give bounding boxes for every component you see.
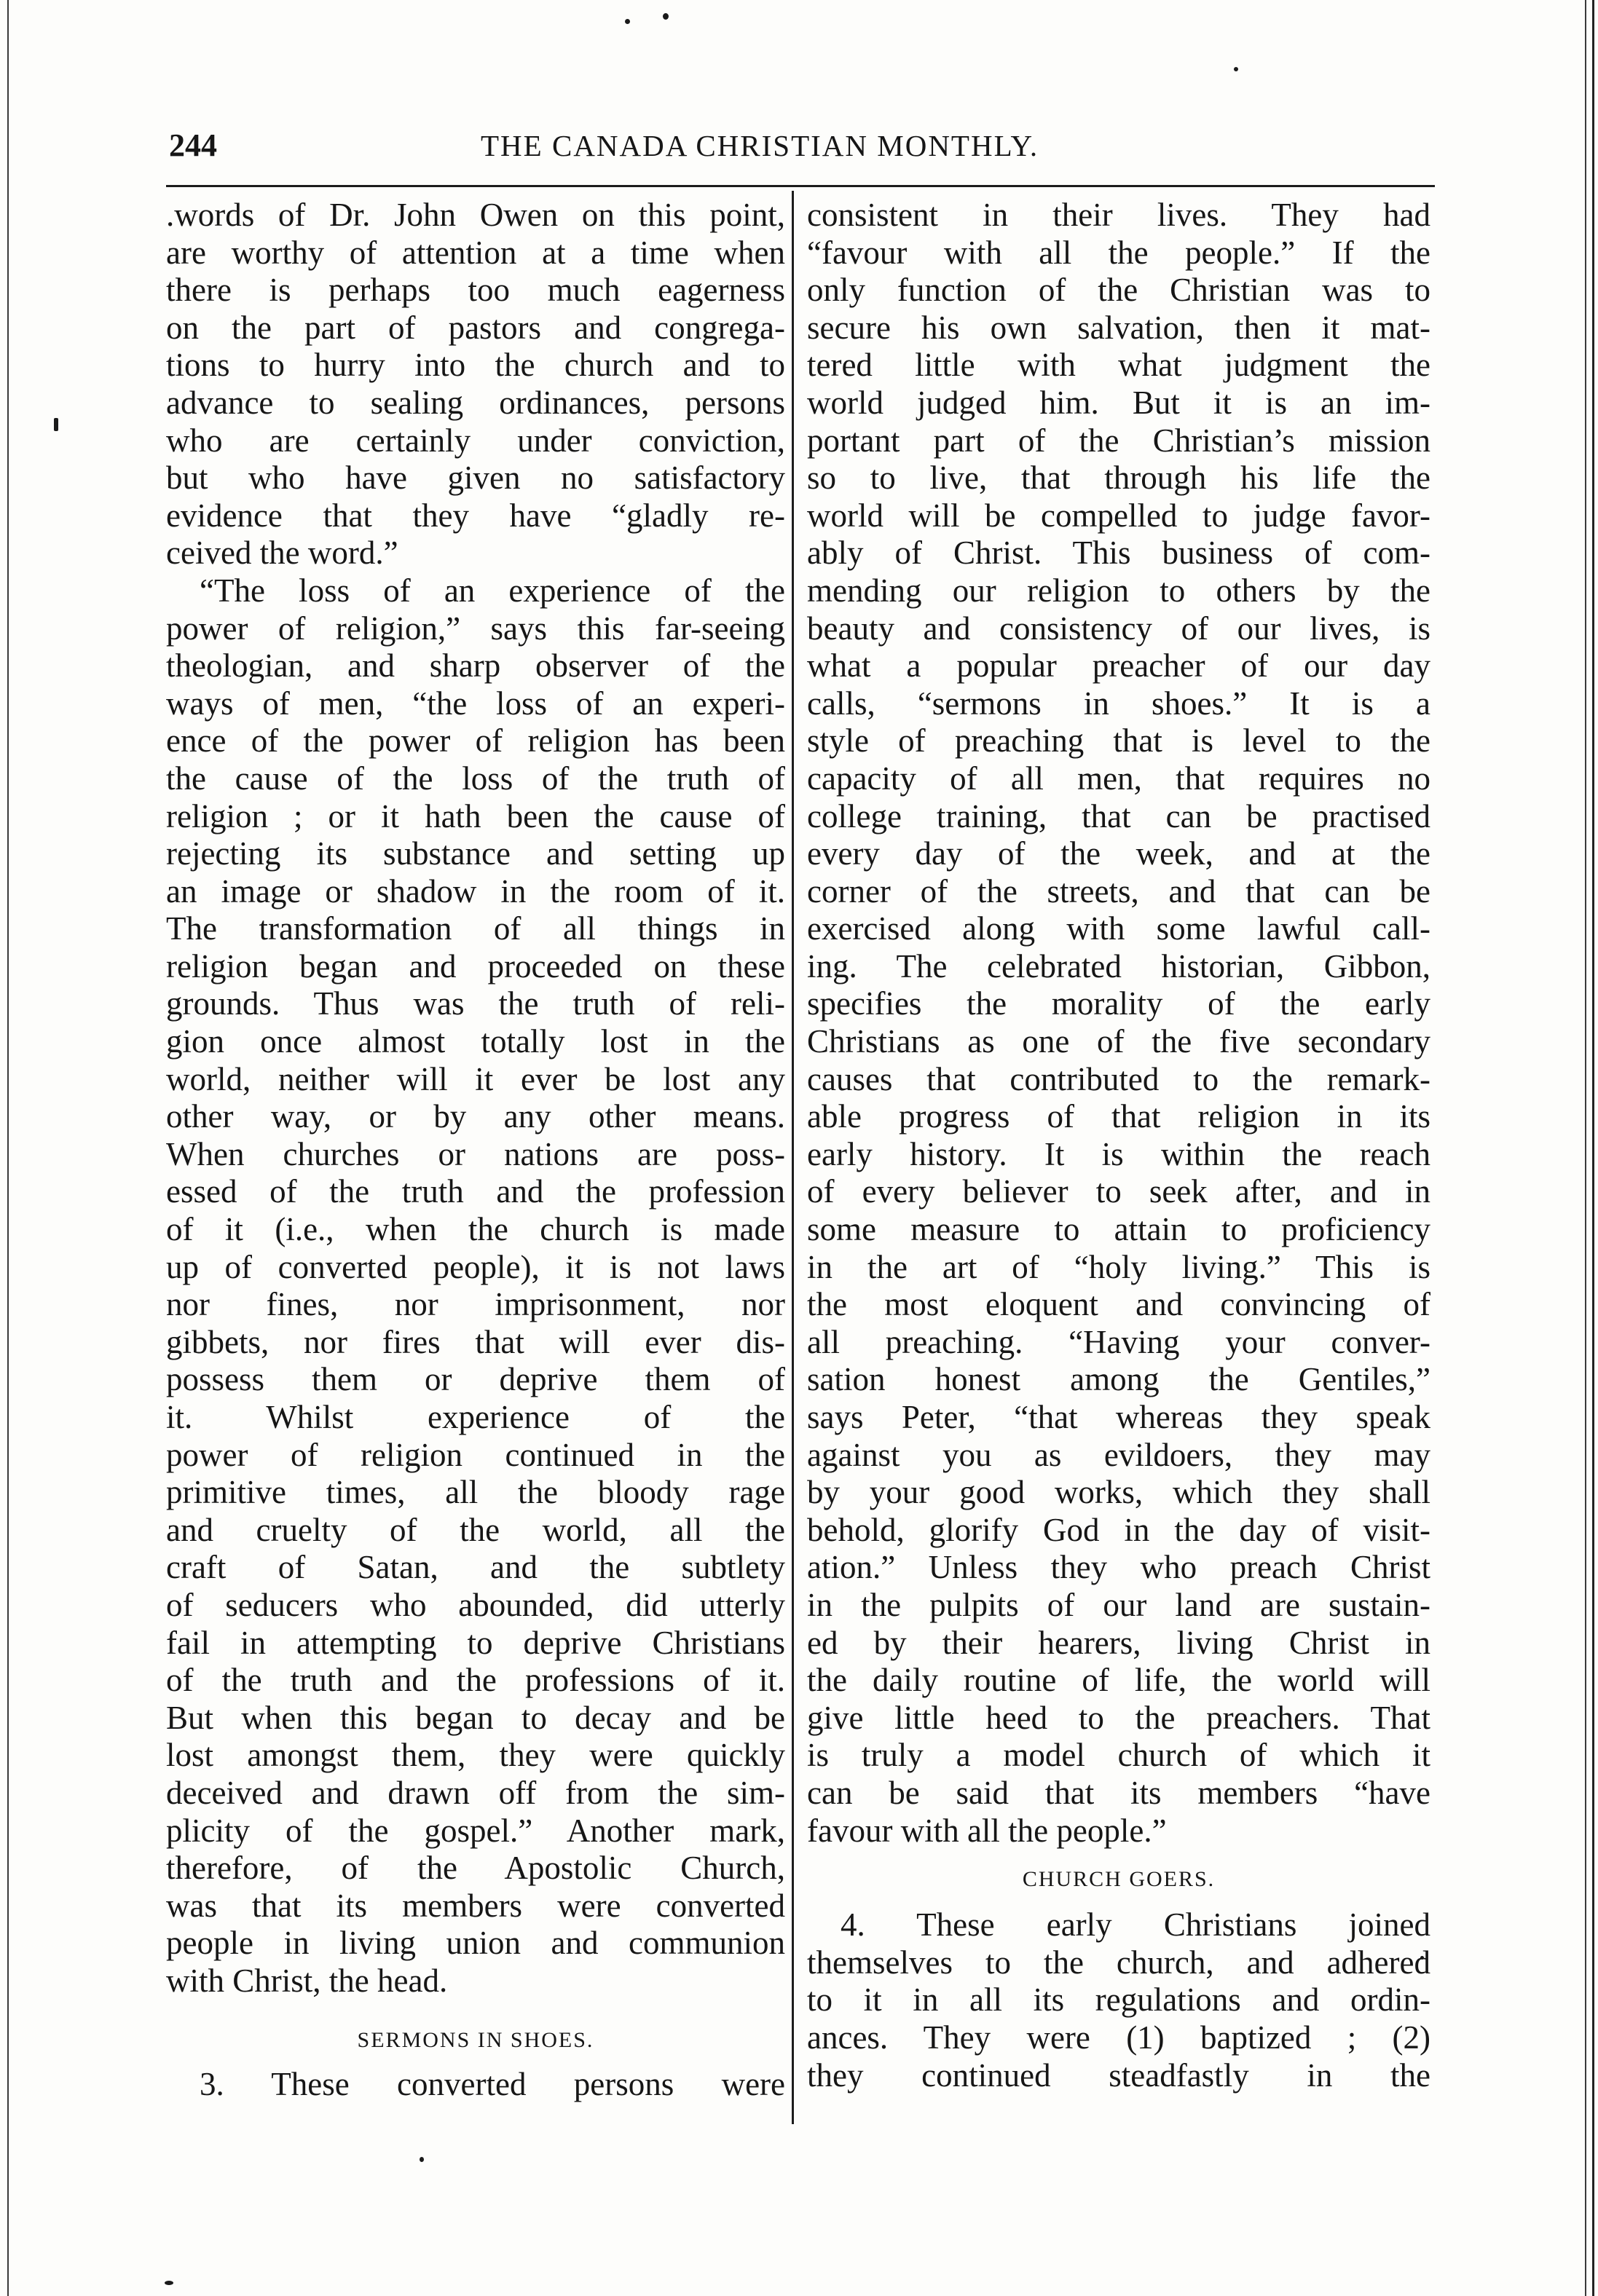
text-line: give little heed to the preachers. That [807,1699,1430,1736]
text-line: religion ; or it hath been the cause of [166,797,785,835]
text-line: portant part of the Christian’s mission [807,422,1430,459]
text-line: evidence that they have “gladly re- [166,497,785,534]
text-line: ances. They were (1) baptized ; (2) [807,2019,1430,2056]
text-line: by your good works, which they shall [807,1474,1430,1511]
scan-edge-left [7,0,9,2296]
text-line: says Peter, “that whereas they speak [807,1399,1430,1435]
text-line: are worthy of attention at a time when [166,234,785,271]
text-line: corner of the streets, and that can be [807,872,1430,910]
text-line: the daily routine of life, the world will [807,1662,1430,1699]
text-line: style of preaching that is level to the [807,722,1430,760]
text-line: possess them or deprive them of [166,1361,785,1398]
text-line: ceived the word.” [166,534,398,572]
ink-speck [420,2157,424,2162]
text-line: exercised along with some lawful call- [807,910,1430,947]
text-line: up of converted people), it is not laws [166,1248,785,1285]
text-line: of it (i.e., when the church is made [166,1211,785,1248]
text-line: themselves to the church, and adhered [807,1944,1430,1981]
text-line: causes that contributed to the remark- [807,1060,1430,1097]
text-line: of the truth and the professions of it. [166,1662,785,1699]
text-line: can be said that its members “have [807,1774,1430,1811]
text-line: but who have given no satisfactory [166,459,785,497]
page-header [169,122,1436,169]
text-line: with Christ, the head. [166,1962,448,1999]
text-line: sation honest among the Gentiles,” [807,1361,1430,1398]
text-line: to it in all its regulations and ordin- [807,1981,1430,2019]
text-line: consistent in their lives. They had [807,197,1430,233]
text-line: beauty and consistency of our lives, is [807,609,1430,647]
text-line: only function of the Christian was to [807,272,1430,309]
text-line: gion once almost totally lost in the [166,1023,785,1060]
text-line: Christians as one of the five secondary [807,1023,1430,1060]
scan-edge-right-outer [1592,0,1594,2296]
text-line: tered little with what judgment the [807,347,1430,384]
text-line: so to live, that through his life the [807,459,1430,497]
paragraph [807,1906,1430,2094]
text-line: able progress of that religion in its [807,1098,1430,1135]
text-line: what a popular preacher of our day [807,647,1430,685]
text-line: who are certainly under conviction, [166,422,785,459]
page-number: 244 [169,127,217,163]
paragraph [166,197,785,572]
text-line: The transformation of all things in [166,910,785,947]
text-line: ing. The celebrated historian, Gibbon, [807,947,1430,985]
text-line: of seducers who abounded, did utterly [166,1586,785,1623]
text-line: mending our religion to others by the [807,572,1430,609]
text-line: When churches or nations are poss- [166,1135,785,1172]
text-line: behold, glorify God in the day of visit- [807,1511,1430,1548]
text-line: .words of Dr. John Owen on this point, [166,197,785,233]
text-line: is truly a model church of which it [807,1737,1430,1774]
text-line: all preaching. “Having your conver- [807,1323,1430,1360]
text-line: every day of the week, and at the [807,835,1430,872]
text-line: some measure to attain to proficiency [807,1211,1430,1248]
text-line: advance to sealing ordinances, persons [166,384,785,421]
text-line: ably of Christ. This business of com- [807,534,1430,572]
text-line: religion began and proceeded on these [166,947,785,985]
paragraph [166,572,785,2000]
text-line: theologian, and sharp observer of the [166,647,785,685]
text-line: craft of Satan, and the subtlety [166,1549,785,1586]
text-line: of every believer to seek after, and in [807,1173,1430,1210]
text-line: people in living union and communion [166,1925,785,1962]
text-line: against you as evildoers, they may [807,1436,1430,1473]
text-line: and cruelty of the world, all the [166,1511,785,1548]
ink-speck [663,13,669,20]
text-line: essed of the truth and the profession [166,1173,785,1210]
text-line: ed by their hearers, living Christ in [807,1624,1430,1661]
column-rule [792,191,794,2124]
text-line: on the part of pastors and congrega- [166,309,785,346]
text-line: the most eloquent and convincing of [807,1286,1430,1323]
text-line: tions to hurry into the church and to [166,347,785,384]
text-line: they continued steadfastly in the [807,2056,1430,2094]
text-line: ation.” Unless they who preach Christ [807,1549,1430,1586]
text-line: 3. These converted persons were [200,2065,785,2102]
text-line: “The loss of an experience of the [200,572,785,609]
text-line: “favour with all the people.” If the [807,234,1430,271]
ink-speck [54,418,58,431]
text-line: rejecting its substance and setting up [166,835,785,872]
text-line: favour with all the people.” [807,1812,1167,1849]
ink-speck [165,2281,173,2285]
text-line: 4. These early Christians joined [841,1906,1430,1944]
text-line: in the pulpits of our land are sustain- [807,1586,1430,1623]
text-line: world judged him. But it is an im- [807,384,1430,421]
text-line: world, neither will it ever be lost any [166,1060,785,1097]
paragraph [807,197,1430,1850]
text-line: calls, “sermons in shoes.” It is a [807,685,1430,722]
text-line: college training, that can be practised [807,797,1430,835]
text-line: the cause of the loss of the truth of [166,760,785,797]
text-line: an image or shadow in the room of it. [166,872,785,910]
section-heading-church-goers: CHURCH GOERS. [1022,1867,1216,1892]
text-line: lost amongst them, they were quickly [166,1737,785,1774]
text-line: plicity of the gospel.” Another mark, [166,1812,785,1849]
text-line: gibbets, nor fires that will ever dis- [166,1323,785,1360]
text-line: specifies the morality of the early [807,985,1430,1022]
text-line: was that its members were converted [166,1887,785,1924]
left-column [166,197,785,2103]
text-line: it. Whilst experience of the [166,1399,785,1435]
text-line: there is perhaps too much eagerness [166,272,785,309]
text-line: ways of men, “the loss of an experi- [166,685,785,722]
text-line: world will be compelled to judge favor- [807,497,1430,534]
section-heading-sermons-in-shoes: SERMONS IN SHOES. [357,2027,594,2052]
text-line: grounds. Thus was the truth of reli- [166,985,785,1022]
ink-speck [1234,67,1238,71]
scan-edge-right [1585,0,1586,2296]
text-line: nor fines, nor imprisonment, nor [166,1286,785,1323]
text-line: primitive times, all the bloody rage [166,1474,785,1511]
text-line: other way, or by any other means. [166,1098,785,1135]
text-line: deceived and drawn off from the sim- [166,1774,785,1811]
paragraph [166,2066,785,2104]
ink-speck [625,19,630,24]
text-line: early history. It is within the reach [807,1135,1430,1172]
right-column [807,197,1430,2094]
text-line: in the art of “holy living.” This is [807,1248,1430,1285]
text-line: secure his own salvation, then it mat- [807,309,1430,346]
text-line: fail in attempting to deprive Christians [166,1624,785,1661]
text-line: But when this began to decay and be [166,1699,785,1736]
header-rule [166,185,1435,187]
text-line: capacity of all men, that requires no [807,760,1430,797]
text-line: ence of the power of religion has been [166,722,785,760]
running-title: THE CANADA CHRISTIAN MONTHLY. [481,129,1039,162]
text-line: power of religion continued in the [166,1436,785,1473]
text-line: power of religion,” says this far-seeing [166,609,785,647]
text-line: therefore, of the Apostolic Church, [166,1850,785,1887]
